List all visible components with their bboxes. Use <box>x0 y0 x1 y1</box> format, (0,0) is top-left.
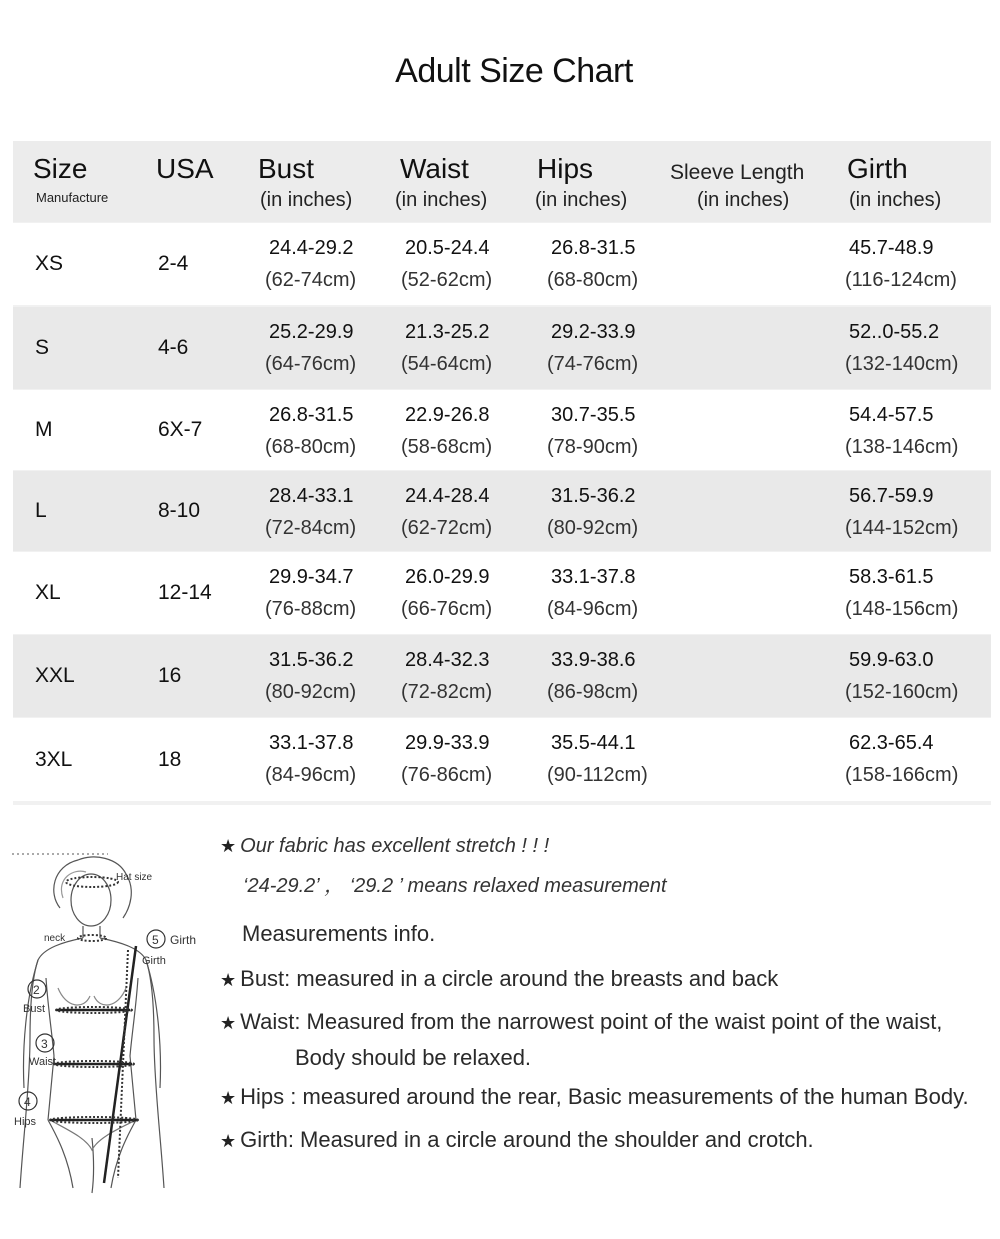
cell-usa: 12-14 <box>158 581 212 604</box>
figure-label-waist: Waist <box>29 1056 57 1068</box>
cell-bust: 26.8-31.5 <box>269 404 354 426</box>
table-row <box>13 390 991 470</box>
cell-bust: 24.4-29.2 <box>269 237 354 259</box>
table-row <box>13 635 991 717</box>
cell-bust: 25.2-29.9 <box>269 321 354 343</box>
cell-waist: 22.9-26.8 <box>405 404 490 426</box>
cell-usa: 6X-7 <box>158 418 203 441</box>
note-relaxed: ‘24-29.2’ ， ‘29.2 ’ means relaxed measurement <box>243 875 667 897</box>
cell-bust: 28.4-33.1 <box>269 485 354 507</box>
table-header <box>13 141 991 222</box>
cell-waist-cm: (52-62cm) <box>401 269 493 291</box>
cell-girth: 62.3-65.4 <box>849 732 934 754</box>
header-size-sub: Manufacture <box>36 190 109 205</box>
page-title: Adult Size Chart <box>395 52 633 90</box>
cell-bust-cm: (72-84cm) <box>265 517 357 539</box>
table-row <box>13 223 991 305</box>
body-measurement-figure <box>8 838 213 1198</box>
cell-hips: 35.5-44.1 <box>551 732 636 754</box>
figure-label-bust-num: 2 <box>33 983 40 997</box>
cell-girth-cm: (158-166cm) <box>845 764 959 786</box>
cell-waist: 21.3-25.2 <box>405 321 490 343</box>
cell-bust-cm: (76-88cm) <box>265 598 357 620</box>
table-row <box>13 307 991 389</box>
header-bust-sub: (in inches) <box>260 189 353 211</box>
figure-label-neck: neck <box>44 933 66 944</box>
cell-size: 3XL <box>35 748 73 771</box>
cell-girth-cm: (116-124cm) <box>845 269 957 291</box>
cell-usa: 8-10 <box>158 499 201 522</box>
header-sleeve: Sleeve Length <box>670 161 805 184</box>
cell-hips-cm: (86-98cm) <box>547 681 639 703</box>
cell-hips-cm: (74-76cm) <box>547 353 639 375</box>
cell-hips-cm: (68-80cm) <box>547 269 639 291</box>
cell-bust-cm: (68-80cm) <box>265 436 357 458</box>
cell-girth-cm: (152-160cm) <box>845 681 959 703</box>
cell-hips: 30.7-35.5 <box>551 404 636 426</box>
cell-girth: 45.7-48.9 <box>849 237 934 259</box>
cell-bust: 33.1-37.8 <box>269 732 354 754</box>
cell-waist: 20.5-24.4 <box>405 237 490 259</box>
cell-size: XXL <box>35 664 75 687</box>
figure-label-girth: Girth <box>170 933 197 947</box>
cell-girth-cm: (144-152cm) <box>845 517 959 539</box>
star-icon: ★ <box>220 1131 237 1151</box>
note-info-title: Measurements info. <box>242 921 436 946</box>
table-row <box>13 552 991 634</box>
cell-bust-cm: (84-96cm) <box>265 764 357 786</box>
cell-hips: 33.9-38.6 <box>551 649 636 671</box>
cell-bust-cm: (64-76cm) <box>265 353 357 375</box>
cell-waist: 28.4-32.3 <box>405 649 490 671</box>
cell-girth-cm: (132-140cm) <box>845 353 959 375</box>
header-hips-sub: (in inches) <box>535 189 628 211</box>
cell-waist-cm: (76-86cm) <box>401 764 493 786</box>
table-row <box>13 718 991 801</box>
cell-hips: 33.1-37.8 <box>551 566 636 588</box>
cell-waist-cm: (62-72cm) <box>401 517 493 539</box>
size-table <box>13 141 991 805</box>
cell-usa: 4-6 <box>158 336 189 359</box>
cell-usa: 18 <box>158 748 182 771</box>
cell-size: XL <box>35 581 61 604</box>
header-size: Size <box>33 153 88 184</box>
cell-hips-cm: (90-112cm) <box>547 764 648 786</box>
cell-waist-cm: (58-68cm) <box>401 436 493 458</box>
note-waist-cont: Body should be relaxed. <box>295 1045 532 1070</box>
cell-girth: 58.3-61.5 <box>849 566 934 588</box>
table-row <box>13 471 991 551</box>
cell-girth-cm: (148-156cm) <box>845 598 959 620</box>
header-sleeve-sub: (in inches) <box>697 189 790 211</box>
cell-waist: 29.9-33.9 <box>405 732 490 754</box>
star-icon: ★ <box>220 1088 237 1108</box>
note-stretch: ★ Our fabric has excellent stretch ! ! ! <box>220 835 550 857</box>
cell-girth: 54.4-57.5 <box>849 404 934 426</box>
note-girth: ★ Girth: Measured in a circle around the shoulder and crotch. <box>220 1127 814 1152</box>
cell-size: S <box>35 336 50 359</box>
cell-size: L <box>35 499 47 522</box>
cell-hips-cm: (78-90cm) <box>547 436 639 458</box>
cell-usa: 2-4 <box>158 252 189 275</box>
cell-waist-cm: (72-82cm) <box>401 681 493 703</box>
cell-hips-cm: (84-96cm) <box>547 598 639 620</box>
header-waist: Waist <box>400 153 469 184</box>
cell-bust-cm: (62-74cm) <box>265 269 357 291</box>
star-icon: ★ <box>220 836 237 856</box>
figure-label-hips: Hips <box>14 1116 37 1128</box>
cell-girth: 56.7-59.9 <box>849 485 934 507</box>
cell-usa: 16 <box>158 664 182 687</box>
header-usa: USA <box>156 153 214 184</box>
note-bust: ★ Bust: measured in a circle around the breasts and back <box>220 966 779 991</box>
cell-hips-cm: (80-92cm) <box>547 517 639 539</box>
cell-size: M <box>35 418 53 441</box>
note-waist: ★ Waist: Measured from the narrowest point of the waist point of the waist, <box>220 1009 943 1034</box>
cell-waist: 26.0-29.9 <box>405 566 490 588</box>
header-girth-sub: (in inches) <box>849 189 942 211</box>
figure-label-bust: Bust <box>23 1003 46 1015</box>
cell-waist-cm: (66-76cm) <box>401 598 493 620</box>
cell-bust: 29.9-34.7 <box>269 566 354 588</box>
header-bust: Bust <box>258 153 315 184</box>
header-hips: Hips <box>537 153 594 184</box>
cell-hips: 29.2-33.9 <box>551 321 636 343</box>
cell-size: XS <box>35 252 64 275</box>
cell-girth: 59.9-63.0 <box>849 649 934 671</box>
header-girth: Girth <box>847 153 908 184</box>
star-icon: ★ <box>220 1013 237 1033</box>
cell-bust-cm: (80-92cm) <box>265 681 357 703</box>
figure-label-hat: Hat size <box>116 872 153 883</box>
cell-waist: 24.4-28.4 <box>405 485 490 507</box>
cell-hips: 26.8-31.5 <box>551 237 636 259</box>
figure-label-hips-num: 4 <box>24 1095 31 1109</box>
note-hips: ★ Hips : measured around the rear, Basic measurements of the human Body. <box>220 1084 969 1109</box>
cell-girth: 52..0-55.2 <box>849 321 940 343</box>
figure-label-waist-num: 3 <box>41 1037 48 1051</box>
cell-bust: 31.5-36.2 <box>269 649 354 671</box>
star-icon: ★ <box>220 970 237 990</box>
figure-label-girth2: Girth <box>142 955 166 967</box>
cell-waist-cm: (54-64cm) <box>401 353 493 375</box>
header-waist-sub: (in inches) <box>395 189 488 211</box>
figure-label-girth-num: 5 <box>152 933 159 947</box>
cell-girth-cm: (138-146cm) <box>845 436 959 458</box>
cell-hips: 31.5-36.2 <box>551 485 636 507</box>
